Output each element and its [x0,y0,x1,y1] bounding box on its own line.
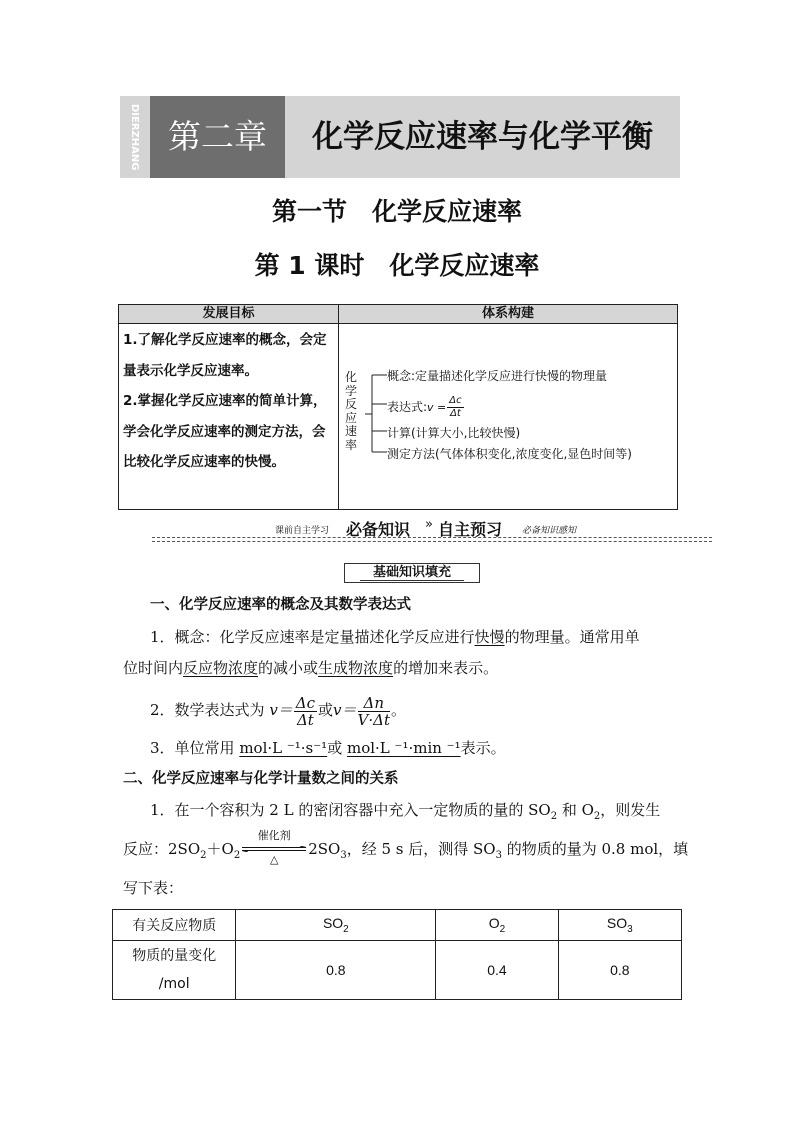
table-header-cell [436,910,558,941]
part2-heading: 二、化学反应速率与化学计量数之间的关系 [123,771,399,787]
map-bracket [359,365,389,465]
section-title: 第一节 化学反应速率 [271,197,522,226]
text: 表示。 [460,739,506,757]
part2-question-line-2 [123,828,689,866]
subscript: 2 [550,811,558,822]
fraction-den: Δt [296,710,314,729]
formula-fraction [358,695,390,728]
subscript: 2 [200,850,207,861]
text: O [488,915,500,932]
part1-paragraph-1 [150,630,640,645]
text: 的物质的量为 0.8 mol，填 [501,840,689,858]
subscript: 3 [495,850,502,861]
text: 1．概念：化学反应速率是定量描述化学反应进行 [150,628,475,646]
fraction-num: Δn [358,695,390,712]
text: 和 O [557,801,594,819]
chapter-label: 第二章 [168,117,267,156]
formula-v: v＝ [269,701,293,719]
table-row [113,941,682,1000]
table-cell: 0.4 [436,941,558,1000]
subscript: 3 [340,850,347,861]
text: ，则发生 [600,801,661,819]
fraction-den: V·Δt [357,710,390,729]
subscript: 2 [499,923,506,935]
map-root-char: 应 [345,410,358,425]
map-expression-v: v = [427,401,447,414]
part2-question-line-3: 写下表： [123,879,184,897]
part1-heading: 一、化学反应速率的概念及其数学表达式 [150,597,411,613]
strip-divider [152,541,712,542]
map-root-char: 速 [345,424,358,438]
reaction-data-table [112,909,682,1000]
formula-v: v＝ [333,701,357,719]
subscript: 3 [627,923,633,935]
heat-symbol: △ [269,852,279,866]
basic-knowledge-label: 基础知识填充 [344,563,480,583]
subscript: 2 [593,811,601,822]
map-root-char: 反 [345,397,358,411]
text: 的增加来表示。 [393,659,499,677]
text: 3．单位常用 [150,739,240,757]
map-fraction-den: Δt [450,408,461,419]
map-branch-measure: 测定方法(气体体积变化,浓度变化,显色时间等) [387,447,632,461]
part2-question-line-1 [150,803,660,824]
blank-answer: 生成物浓度 [318,659,394,677]
map-branch-expression [387,395,465,420]
text: SO [606,915,628,932]
fraction-num: Δc [295,693,316,712]
text: 2．数学表达式为 [150,701,270,719]
strip-divider [152,537,712,538]
strip-main-text-2: 自主预习 [438,520,503,539]
map-root [345,371,357,452]
goal-item: 1.了解化学反应速率的概念，会定量表示化学反应速率。 [123,332,327,379]
blank-answer: mol·L ⁻¹·min ⁻¹ [346,739,461,757]
goals-list [123,325,335,478]
map-fraction [447,395,463,420]
map-root-char: 化 [345,370,358,384]
blank-answer: 反应物浓度 [183,659,259,677]
reaction-arrow [240,828,308,866]
blank-answer: mol·L ⁻¹·s⁻¹ [239,739,328,757]
text: /mol [158,976,190,992]
text: 物质的量变化 [132,948,217,964]
chapter-pinyin: DIERZHANG [129,103,140,171]
text: 或 [318,701,334,719]
map-expression-label: 表达式: [387,400,428,414]
table-header-cell: 有关反应物质 [113,910,236,941]
catalyst-label: 催化剂 [257,828,291,842]
map-header: 体系构建 [339,305,677,324]
text: ，经 5 s 后，测得 SO [346,840,496,858]
subscript: 2 [343,923,349,935]
table-divider [338,305,339,509]
goals-table [118,304,678,510]
part1-paragraph-2 [150,692,406,728]
part1-paragraph-1-cont [123,661,498,676]
formula-fraction [294,695,317,728]
strip-right-text: 必备知识感知 [522,526,577,536]
map-fraction-num: Δc [449,395,462,406]
table-row-label [113,941,236,1000]
chapter-title: 化学反应速率与化学平衡 [312,119,653,155]
text: 的减小或 [258,659,319,677]
text: 或 [327,739,347,757]
text: 2SO [308,840,341,858]
table-cell: 0.8 [236,941,436,1000]
table-header-cell [236,910,436,941]
map-branch-concept: 概念:定量描述化学反应进行快慢的物理量 [387,369,608,383]
blank-answer: 快慢 [474,628,505,646]
goals-header: 发展目标 [119,305,338,324]
strip-left-text: 课前自主学习 [275,526,330,536]
lesson-title: 第 1 课时 化学反应速率 [254,251,540,280]
text: 的物理量。通常用单 [504,628,640,646]
map-root-char: 率 [345,437,358,452]
text: 。 [391,701,407,719]
text: SO [322,915,344,932]
text: ＋O [206,840,234,858]
strip-arrow-icon: » [425,517,433,532]
table-header-row [113,910,682,941]
map-branch-calc: 计算(计算大小,比较快慢) [387,426,521,440]
strip-main-text-1: 必备知识 [346,520,411,539]
text: 位时间内 [123,659,184,677]
goal-item: 2.掌握化学反应速率的简单计算，学会化学反应速率的测定方法，会比较化学反应速率的快慢。 [123,393,327,470]
part1-paragraph-3 [150,741,506,756]
map-root-char: 学 [345,383,358,398]
subscript: 2 [233,850,241,861]
table-cell: 0.8 [558,941,681,1000]
table-header-cell [558,910,681,941]
text: 反应：2SO [123,840,201,858]
text: 1．在一个容积为 2 L 的密闭容器中充入一定物质的量的 SO [150,801,551,819]
